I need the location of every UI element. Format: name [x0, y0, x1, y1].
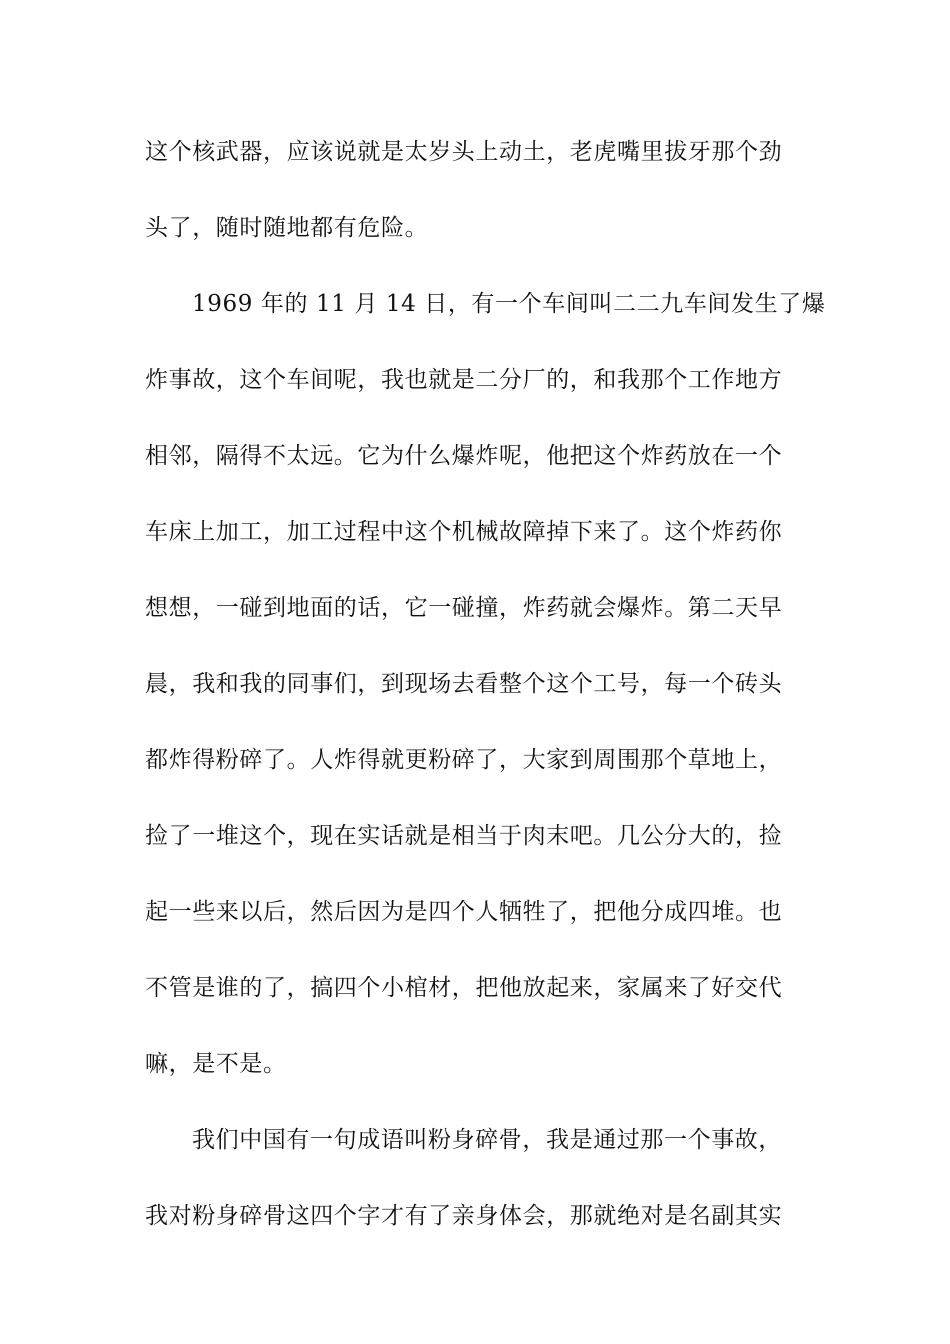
- text-line: 捡了一堆这个，现在实话就是相当于肉末吧。几公分大的，捡: [145, 823, 783, 849]
- text-line: 想想，一碰到地面的话，它一碰撞，炸药就会爆炸。第二天早: [145, 595, 783, 621]
- text-line: 头了，随时随地都有危险。: [145, 215, 429, 241]
- text-line: 炸事故，这个车间呢，我也就是二分厂的，和我那个工作地方: [145, 367, 783, 393]
- paragraph-first-line: 我们中国有一句成语叫粉身碎骨，我是通过那一个事故，: [192, 1127, 782, 1153]
- text-line: 我对粉身碎骨这四个字才有了亲身体会，那就绝对是名副其实: [145, 1203, 783, 1229]
- text-line: 嘛，是不是。: [145, 1051, 287, 1077]
- text-line: 晨，我和我的同事们，到现场去看整个这个工号，每一个砖头: [145, 671, 783, 697]
- text-line: 相邻，隔得不太远。它为什么爆炸呢，他把这个炸药放在一个: [145, 443, 783, 469]
- text-line: 都炸得粉碎了。人炸得就更粉碎了，大家到周围那个草地上，: [145, 747, 783, 773]
- text-line: 不管是谁的了，搞四个小棺材，把他放起来，家属来了好交代: [145, 975, 783, 1001]
- text-line: 这个核武器，应该说就是太岁头上动土，老虎嘴里拔牙那个劲: [145, 139, 783, 165]
- text-line: 车床上加工，加工过程中这个机械故障掉下来了。这个炸药你: [145, 519, 783, 545]
- body-text: [145, 127, 826, 1267]
- paragraph-first-line: 1969 年的 11 月 14 日，有一个车间叫二二九车间发生了爆: [192, 291, 826, 317]
- text-line: 起一些来以后，然后因为是四个人牺牲了，把他分成四堆。也: [145, 899, 783, 925]
